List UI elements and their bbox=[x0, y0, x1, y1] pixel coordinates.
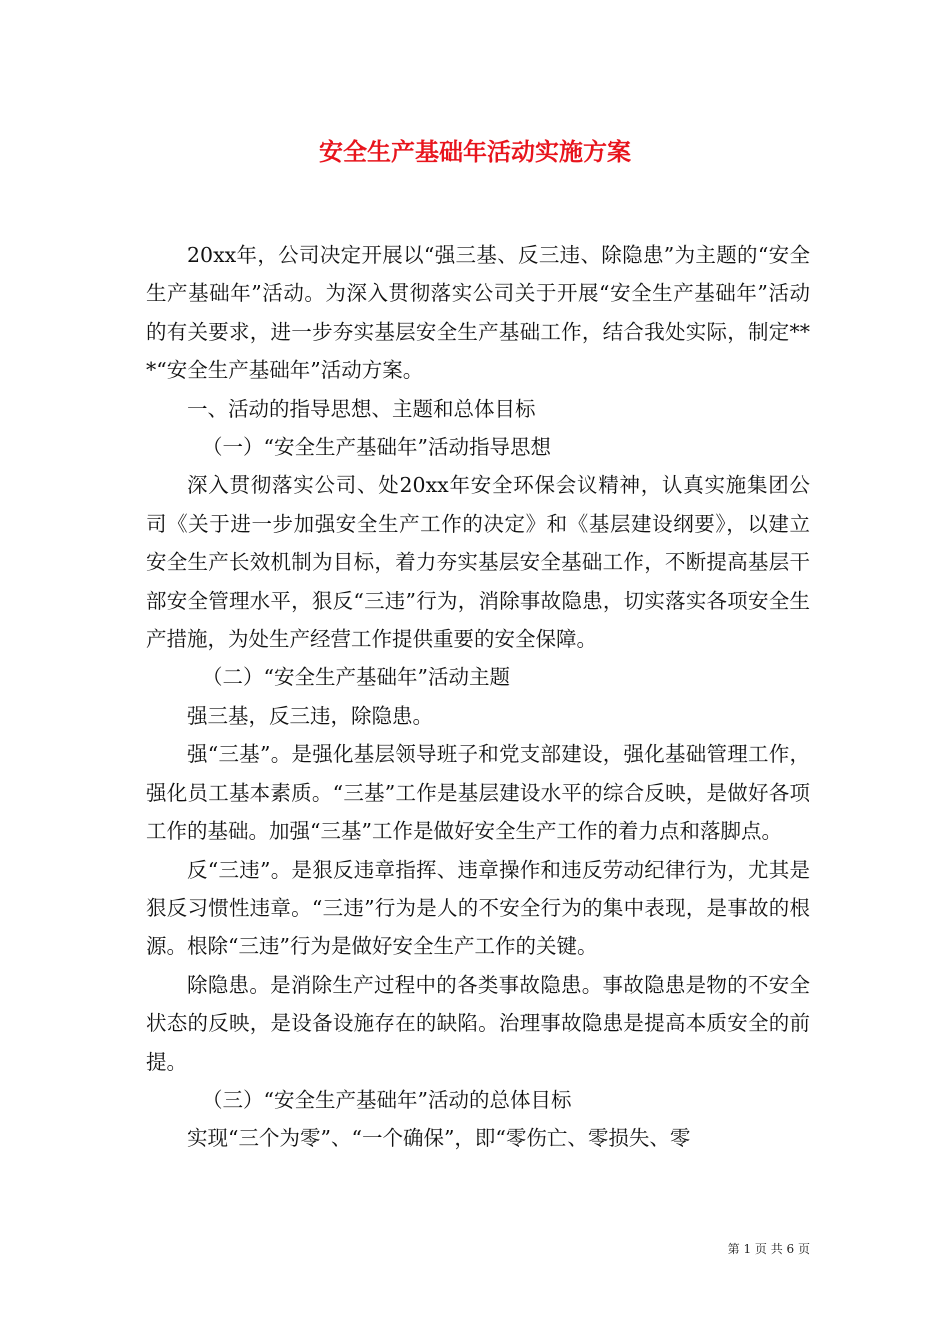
paragraph-three-basics: 强“三基”。是强化基层领导班子和党支部建设，强化基础管理工作，强化员工基本素质。“三基”工作是基层建设水平的综合反映，是做好各项工作的基础。加强“三基”工作是做好安全生产工作的着力点和落脚点。 bbox=[146, 742, 810, 844]
subsection-heading-3: （三）“安全生产基础年”活动的总体目标 bbox=[202, 1087, 572, 1112]
paragraph-three-violations: 反“三违”。是狠反违章指挥、违章操作和违反劳动纪律行为，尤其是狠反习惯性违章。“三违”行为是人的不安全行为的集中表现，是事故的根源。根除“三违”行为是做好安全生产工作的关键。 bbox=[146, 857, 810, 959]
subsection-heading-1: （一）“安全生产基础年”活动指导思想 bbox=[202, 435, 551, 460]
page-number: 第 1 页 共 6 页 bbox=[727, 1242, 810, 1256]
paragraph-theme: 强三基，反三违，除隐患。 bbox=[187, 703, 433, 728]
page-title: 安全生产基础年活动实施方案 bbox=[319, 137, 631, 166]
section-heading-1: 一、活动的指导思想、主题和总体目标 bbox=[187, 396, 536, 421]
paragraph-hazards: 除隐患。是消除生产过程中的各类事故隐患。事故隐患是物的不安全状态的反映，是设备设施存在的缺陷。治理事故隐患是提高本质安全的前提。 bbox=[146, 972, 810, 1074]
document-body bbox=[146, 236, 810, 1158]
paragraph-goals: 实现“三个为零”、“一个确保”，即“零伤亡、零损失、零 bbox=[187, 1126, 691, 1151]
subsection-heading-2: （二）“安全生产基础年”活动主题 bbox=[202, 665, 510, 690]
paragraph-guiding-thought: 深入贯彻落实公司、处20xx年安全环保会议精神，认真实施集团公司《关于进一步加强安全生产工作的决定》和《基层建设纲要》，以建立安全生产长效机制为目标，着力夯实基层安全基础工作，不断提高基层干部安全管理水平，狠反“三违”行为，消除事故隐患，切实落实各项安全生产措施，为处生产经营工作提供重要的安全保障。 bbox=[146, 473, 810, 652]
paragraph-intro: 20xx年，公司决定开展以“强三基、反三违、除隐患”为主题的“安全生产基础年”活动。为深入贯彻落实公司关于开展“安全生产基础年”活动的有关要求，进一步夯实基层安全生产基础工作，结合我处实际，制定***“安全生产基础年”活动方案。 bbox=[146, 243, 810, 383]
